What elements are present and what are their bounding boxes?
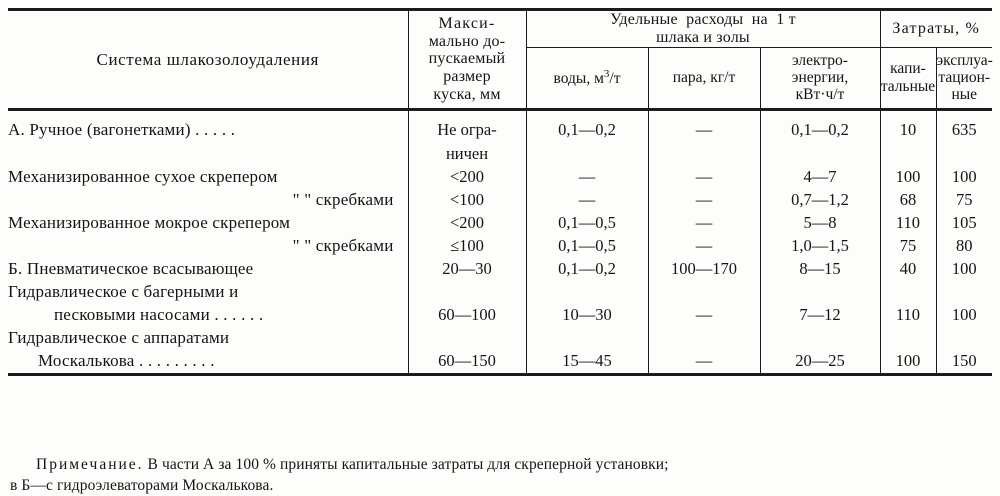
row-capital-2 (880, 143, 936, 166)
header-group-specific: Удельные расходы на 1 т шлака и золы (526, 10, 880, 48)
row-capital (880, 327, 936, 350)
row-capital: 68 (880, 189, 936, 212)
row-steam (648, 281, 760, 304)
row-max-size: 60—150 (408, 350, 526, 375)
table-row-continuation (8, 143, 992, 166)
row-water (526, 281, 648, 304)
row-steam: — (648, 350, 760, 375)
table-row (8, 327, 992, 350)
row-water: 0,1—0,2 (526, 117, 648, 143)
row-operating: 80 (936, 235, 992, 258)
row-max-size: <200 (408, 212, 526, 235)
table-row (8, 350, 992, 375)
row-water: 10—30 (526, 304, 648, 327)
row-capital: 110 (880, 212, 936, 235)
row-power (760, 327, 880, 350)
row-label: Гидравлическое с багерными и (8, 282, 239, 302)
row-max-size: ≤100 (408, 235, 526, 258)
table-row (8, 281, 992, 304)
row-max-size (408, 327, 526, 350)
row-power: 7—12 (760, 304, 880, 327)
row-capital: 40 (880, 258, 936, 281)
row-steam (648, 327, 760, 350)
row-operating-2 (936, 143, 992, 166)
row-operating: 105 (936, 212, 992, 235)
table-header-row-1 (8, 10, 992, 48)
table-row (8, 235, 992, 258)
row-max-size (408, 281, 526, 304)
header-group-costs: Затраты, % (880, 10, 992, 48)
row-water: 0,1—0,5 (526, 212, 648, 235)
row-capital: 10 (880, 117, 936, 143)
row-operating: 100 (936, 166, 992, 189)
row-water: 0,1—0,5 (526, 235, 648, 258)
row-operating (936, 281, 992, 304)
row-capital: 100 (880, 350, 936, 375)
row-power: 0,7—1,2 (760, 189, 880, 212)
row-steam: — (648, 235, 760, 258)
row-water: 0,1—0,2 (526, 258, 648, 281)
row-max-size: 20—30 (408, 258, 526, 281)
note-line-2: в Б—с гидроэлеваторами Москалькова. (10, 476, 274, 494)
row-operating: 100 (936, 258, 992, 281)
row-max-size: Не огра- (408, 117, 526, 143)
row-steam: — (648, 166, 760, 189)
row-label: Механизированное сухое скрепером (8, 167, 278, 187)
row-operating: 150 (936, 350, 992, 375)
row-label: Механизированное мокрое скрепером (8, 213, 291, 233)
row-water-2 (526, 143, 648, 166)
row-water: 15—45 (526, 350, 648, 375)
note-line-1: В части А за 100 % приняты капитальные затраты для скреперной установки; (147, 456, 669, 473)
row-label: Гидравлическое с аппаратами (8, 328, 230, 348)
row-power (760, 281, 880, 304)
table-row (8, 166, 992, 189)
row-label: Б. Пневматическое всасывающее (8, 259, 254, 279)
row-label: " " скребками (292, 190, 394, 210)
row-steam: 100—170 (648, 258, 760, 281)
header-operating: эксплуа- тацион- ные (936, 47, 992, 109)
table-row (8, 189, 992, 212)
table-row (8, 304, 992, 327)
header-system: Система шлакозолоудаления (8, 10, 408, 110)
row-power: 20—25 (760, 350, 880, 375)
header-water: воды, $м^3/т$ (526, 47, 648, 109)
row-capital (880, 281, 936, 304)
table-container (8, 8, 992, 376)
row-operating: 75 (936, 189, 992, 212)
row-operating (936, 327, 992, 350)
row-capital: 110 (880, 304, 936, 327)
row-steam: — (648, 117, 760, 143)
row-label: " " скребками (292, 236, 394, 256)
row-steam: — (648, 212, 760, 235)
row-water: — (526, 166, 648, 189)
table-row (8, 212, 992, 235)
row-label: А. Ручное (вагонетками) . . . . . (8, 119, 236, 139)
row-label: Москалькова . . . . . . . . . (8, 350, 408, 375)
row-operating: 635 (936, 117, 992, 143)
header-capital: капи- тальные (880, 47, 936, 109)
row-capital: 100 (880, 166, 936, 189)
header-rule-row (8, 109, 992, 117)
row-power: 8—15 (760, 258, 880, 281)
specific-consumption-table (8, 8, 992, 376)
row-label-empty (8, 143, 408, 166)
row-capital: 75 (880, 235, 936, 258)
row-label: песковыми насосами . . . . . . (54, 305, 264, 325)
row-steam-2 (648, 143, 760, 166)
table-row (8, 117, 992, 143)
row-power: 4—7 (760, 166, 880, 189)
row-power: 0,1—0,2 (760, 117, 880, 143)
row-steam: — (648, 189, 760, 212)
header-steam: пара, кг/т (648, 47, 760, 109)
header-power: электро- энергии, кВт·ч/т (760, 47, 880, 109)
row-steam: — (648, 304, 760, 327)
row-operating: 100 (936, 304, 992, 327)
row-water (526, 327, 648, 350)
row-max-size-2: ничен (408, 143, 526, 166)
row-power: 5—8 (760, 212, 880, 235)
header-max-size: Макси- мально до- пускаемый размер куска, мм (408, 10, 526, 110)
row-max-size: <100 (408, 189, 526, 212)
note-label: Примечание. (36, 456, 144, 473)
row-max-size: 60—100 (408, 304, 526, 327)
table-row (8, 258, 992, 281)
row-power: 1,0—1,5 (760, 235, 880, 258)
row-power-2 (760, 143, 880, 166)
table-note (10, 455, 990, 496)
row-water: — (526, 189, 648, 212)
row-max-size: <200 (408, 166, 526, 189)
